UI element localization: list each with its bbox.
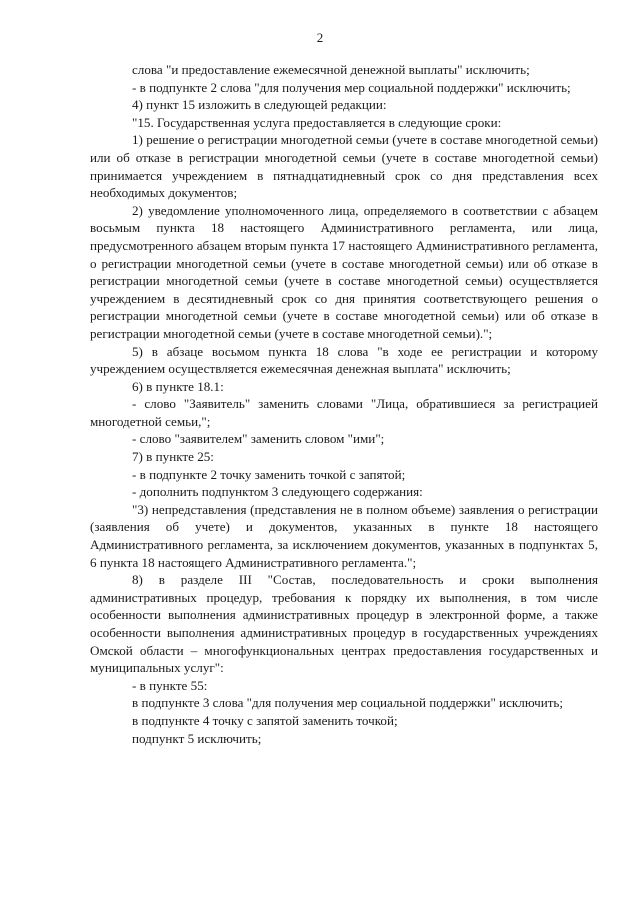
paragraph: - в подпункте 2 точку заменить точкой с запятой; bbox=[132, 466, 406, 482]
paragraph: в подпункте 3 слова "для получения мер социальной поддержки" исключить; bbox=[132, 695, 564, 711]
page-number: 2 bbox=[316, 30, 324, 45]
paragraph: 4) пункт 15 изложить в следующей редакции: bbox=[132, 97, 387, 113]
document-body bbox=[90, 61, 598, 747]
paragraph: 6) в пункте 18.1: bbox=[132, 378, 224, 394]
paragraph: 1) решение о регистрации многодетной семьи (учете в составе многодетной семьи) или об отказе в регистрации многодетной семьи (учете в составе многодетной семьи) принимается учреждением в пятнадцатидневный срок со дня представления всех необходимых документов; bbox=[90, 132, 598, 201]
paragraph: 5) в абзаце восьмом пункта 18 слова "в ходе ее регистрации и которому учреждением осуществляется ежемесячная денежная выплата" исключить; bbox=[90, 343, 598, 377]
paragraph: 8) в разделе III "Состав, последовательность и сроки выполнения административных процедур, требования к порядку их выполнения, в том числе особенности выполнения административных процедур в электронной форме, а также особенности выполнения административных процедур в государственных учреждениях Омской области – многофункциональных центрах предоставления государственных и муниципальных услуг": bbox=[90, 572, 598, 676]
paragraph: - в пункте 55: bbox=[132, 677, 208, 693]
paragraph: 2) уведомление уполномоченного лица, определяемого в соответствии с абзацем восьмым пункта 18 настоящего Административного регламента, или лица, предусмотренного абзацем вторым пункта 17 настоящего Административного регламента, о регистрации многодетной семьи (учете в составе многодетной семьи) или об отказе в регистрации многодетной семьи (учете в составе многодетной семьи) осуществляется учреждением в десятидневный срок со дня принятия соответствующего решения о регистрации многодетной семьи (учете в составе многодетной семьи) или об отказе в регистрации многодетной семьи (учете в составе многодетной семьи)."; bbox=[90, 202, 598, 341]
paragraph: "15. Государственная услуга предоставляется в следующие сроки: bbox=[132, 114, 502, 130]
paragraph: слова "и предоставление ежемесячной денежной выплаты" исключить; bbox=[132, 62, 530, 77]
paragraph: - дополнить подпунктом 3 следующего содержания: bbox=[132, 484, 423, 500]
paragraph: подпункт 5 исключить; bbox=[132, 730, 262, 746]
paragraph: - слово "заявителем" заменить словом "ими"; bbox=[132, 431, 385, 447]
paragraph: "3) непредставления (представления не в полном объеме) заявления о регистрации (заявления об учете) и документов, указанных в пункте 18 настоящего Административного регламента, за исключением документов, указанных в подпунктах 5, 6 пункта 18 настоящего Административного регламента."; bbox=[90, 501, 598, 570]
paragraph: 7) в пункте 25: bbox=[132, 449, 214, 465]
paragraph: - слово "Заявитель" заменить словами "Лица, обратившиеся за регистрацией многодетной семьи,"; bbox=[90, 396, 598, 429]
paragraph: в подпункте 4 точку с запятой заменить точкой; bbox=[132, 712, 398, 728]
paragraph: - в подпункте 2 слова "для получения мер социальной поддержки" исключить; bbox=[132, 79, 571, 95]
